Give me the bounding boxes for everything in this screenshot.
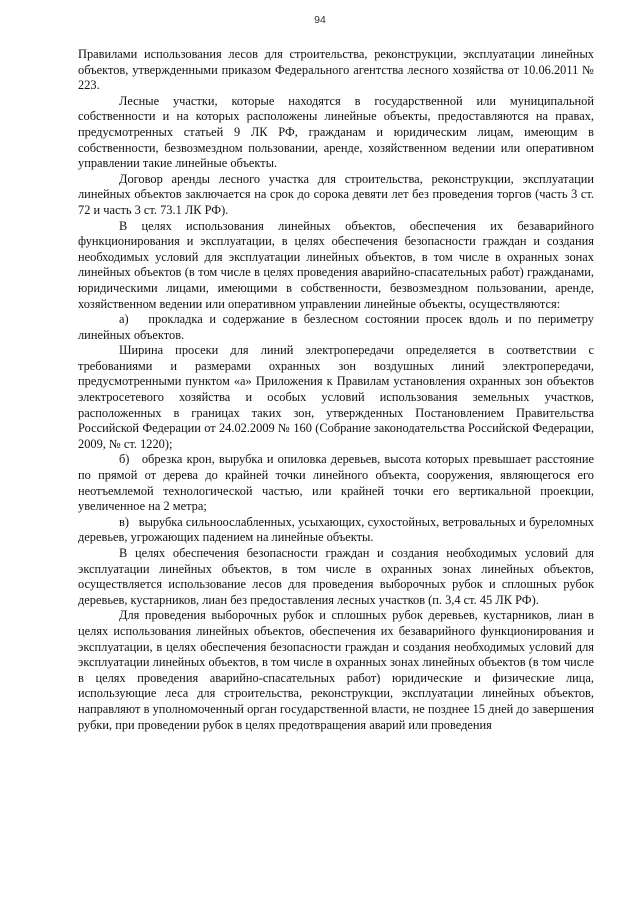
paragraph-land-plots: Лесные участки, которые находятся в государственной или муниципальной собственности и на которых расположены линейные объекты, предоставляются на правах, предусмотренных статьей 9 ЛК РФ, гражданам и юридическим лицам, имеющим в собственности, безвозмездном пользовании, аренде, хозяйственном ведении или оперативном управлении такие линейные объекты. <box>78 93 594 171</box>
paragraph-felling-procedure: Для проведения выборочных рубок и сплошных рубок деревьев, кустарников, лиан в целях использования линейных объектов, обеспечения их безаварийного функционирования и эксплуатации, в целях обеспечения безопасности граждан и создания необходимых условий для эксплуатации линейных объектов, в том числе в охранных зонах линейных объектов (в том числе в целях проведения аварийно-спасательных работ) юридические и физические лица, использующие леса для строительства, реконструкции, эксплуатации линейных объектов, направляют в уполномоченный орган государственной власти, не позднее 15 дней до завершения рубки, при проведении рубок в целях предотвращения аварий или проведения <box>78 608 594 732</box>
paragraph-safety-felling: В целях обеспечения безопасности граждан и создания необходимых условий для эксплуатации линейных объектов, в том числе в охранных зонах линейных объектов, осуществляется использование лесов для проведения выборочных рубок и сплошных рубок деревьев, кустарников, лиан без предоставления лесных участков (п. 3,4 ст. 45 ЛК РФ). <box>78 546 594 607</box>
list-item-v: в) вырубка сильноослабленных, усыхающих, сухостойных, ветровальных и буреломных деревьев, угрожающих падением на линейные объекты. <box>78 514 594 545</box>
list-item-b: б) обрезка крон, вырубка и опиловка деревьев, высота которых превышает расстояние по прямой от дерева до крайней точки линейного объекта, сооружения, являющегося его неотъемлемой технологической частью, или крайней точки его вертикальной проекции, увеличенное на 2 метра; <box>78 452 594 514</box>
page-number: 94 <box>314 14 326 26</box>
paragraph-linear-objects-purposes: В целях использования линейных объектов, обеспечения их безаварийного функционирования и эксплуатации, в целях обеспечения безопасности граждан и создания необходимых условий для эксплуатации линейных объектов, в том числе в охранных зонах линейных объектов (в том числе в целях проведения аварийно-спасательных работ) гражданами, юридическими лицами, имеющими в собственности, безвозмездном пользовании, аренде, хозяйственном ведении или оперативном управлении линейные объекты, осуществляются: <box>78 218 594 311</box>
document-body <box>78 47 594 733</box>
paragraph-clearing-width: Ширина просеки для линий электропередачи определяется в соответствии с требованиями и размерами охранных зон воздушных линий электропередачи, предусмотренными пунктом «а» Приложения к Правилам установления охранных зон объектов электросетевого хозяйства и особых условий использования земельных участков, расположенных в границах таких зон, утвержденных Постановлением Правительства Российской Федерации от 24.02.2009 № 160 (Собрание законодательства Российской Федерации, 2009, № ст. 1220); <box>78 343 594 451</box>
list-item-a: а) прокладка и содержание в безлесном состоянии просек вдоль и по периметру линейных объектов. <box>78 312 594 342</box>
paragraph-lease-agreement: Договор аренды лесного участка для строительства, реконструкции, эксплуатации линейных объектов заключается на срок до сорока девяти лет без проведения торгов (часть 3 ст. 72 и часть 3 ст. 73.1 ЛК РФ). <box>78 171 594 217</box>
paragraph-rules-continuation: Правилами использования лесов для строительства, реконструкции, эксплуатации линейных объектов, утвержденными приказом Федерального агентства лесного хозяйства от 10.06.2011 № 223. <box>78 47 594 93</box>
